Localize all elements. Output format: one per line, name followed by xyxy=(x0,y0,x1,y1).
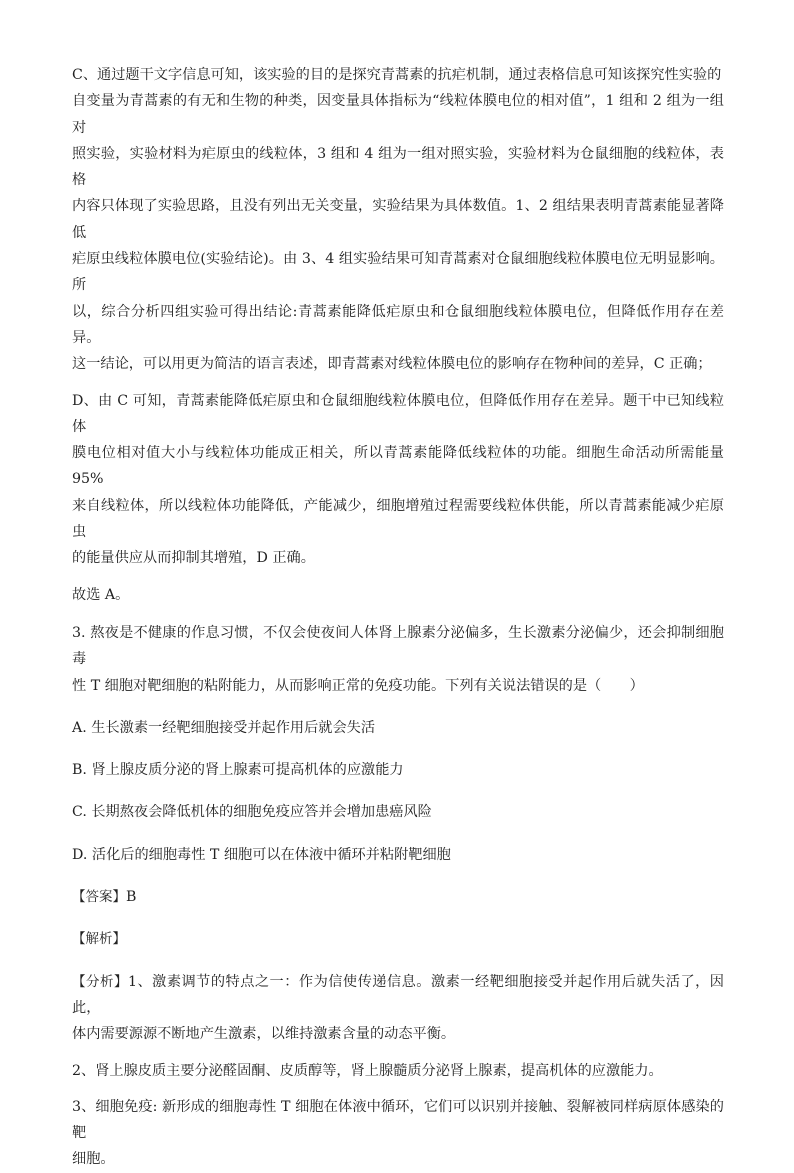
text-line: 疟原虫线粒体膜电位(实验结论)。由 3、4 组实验结果可知青蒿素对仓鼠细胞线粒体膜电位无明显影响。所 xyxy=(72,251,724,294)
text-line: 膜电位相对值大小与线粒体功能成正相关，所以青蒿素能降低线粒体的功能。细胞生命活动所需能量 95% xyxy=(72,445,724,488)
text-line: 这一结论，可以用更为简洁的语言表述，即青蒿素对线粒体膜电位的影响存在物种间的差异，C 正确； xyxy=(72,356,712,373)
answer-tag: 【答案】 xyxy=(72,889,126,906)
text-line: 内容只体现了实验思路，且没有列出无关变量，实验结果为具体数值。1、2 组结果表明青蒿素能显著降低 xyxy=(72,198,724,241)
analysis-point-2: 2、肾上腺皮质主要分泌醛固酮、皮质醇等，肾上腺髓质分泌肾上腺素，提高机体的应激能力。 xyxy=(72,1062,663,1079)
text-line: 照实验，实验材料为疟原虫的线粒体，3 组和 4 组为一组对照实验，实验材料为仓鼠细胞的线粒体，表格 xyxy=(72,145,724,189)
text-line: 以，综合分析四组实验可得出结论:青蒿素能降低疟原虫和仓鼠细胞线粒体膜电位，但降低作用存在差异。 xyxy=(72,303,724,346)
answer-line xyxy=(72,884,724,910)
text-line: D、由 C 可知，青蒿素能降低疟原虫和仓鼠细胞线粒体膜电位，但降低作用存在差异。题干中已知线粒体 xyxy=(72,392,724,435)
question-stem-line: 3. 熬夜是不健康的作息习惯，不仅会使夜间人体肾上腺素分泌偏多，生长激素分泌偏少，还会抑制细胞毒 xyxy=(72,624,724,668)
text-line: 的能量供应从而抑制其增殖，D 正确。 xyxy=(72,550,315,567)
text-line: 来自线粒体，所以线粒体功能降低，产能减少，细胞增殖过程需要线粒体供能，所以青蒿素能减少疟原虫 xyxy=(72,497,724,541)
option-b: B. 肾上腺皮质分泌的肾上腺素可提高机体的应激能力 xyxy=(72,762,404,779)
option-c-explanation xyxy=(72,62,724,378)
text-line: 自变量为青蒿素的有无和生物的种类，因变量具体指标为“线粒体膜电位的相对值”，1 组和 2 组为一组对 xyxy=(72,93,724,136)
option-d-explanation xyxy=(72,388,724,572)
text-line: 【分析】1、激素调节的特点之一：作为信使传递信息。激素一经靶细胞接受并起作用后就失活了，因此， xyxy=(72,973,724,1016)
choose-statement: 故选 A。 xyxy=(72,586,130,603)
option-c: C. 长期熬夜会降低机体的细胞免疫应答并会增加患癌风险 xyxy=(72,804,432,821)
answer-value: B xyxy=(126,889,137,906)
analysis-sub-tag: 【分析】 xyxy=(72,973,128,990)
analysis-point-1 xyxy=(72,969,724,1048)
text-line: 3、细胞免疫: 新形成的细胞毒性 T 细胞在体液中循环，它们可以识别并接触、裂解被同样病原体感染的靶 xyxy=(72,1098,724,1142)
text-line: 体内需要源源不断地产生激素，以维持激素含量的动态平衡。 xyxy=(72,1026,456,1043)
option-a: A. 生长激素一经靶细胞接受并起作用后就会失活 xyxy=(72,719,376,736)
document-page xyxy=(72,62,724,1173)
option-d: D. 活化后的细胞毒性 T 细胞可以在体液中循环并粘附靶细胞 xyxy=(72,846,451,863)
analysis-tag: 【解析】 xyxy=(72,931,126,948)
question-3 xyxy=(72,620,724,699)
text-line: C、通过题干文字信息可知，该实验的目的是探究青蒿素的抗疟机制，通过表格信息可知该探究性实验的 xyxy=(72,67,722,83)
text-line: 细胞。 xyxy=(72,1151,115,1168)
question-stem-line: 性 T 细胞对靶细胞的粘附能力，从而影响正常的免疫功能。下列有关说法错误的是（ ） xyxy=(72,677,644,694)
analysis-heading xyxy=(72,926,724,952)
analysis-point-3 xyxy=(72,1094,724,1173)
